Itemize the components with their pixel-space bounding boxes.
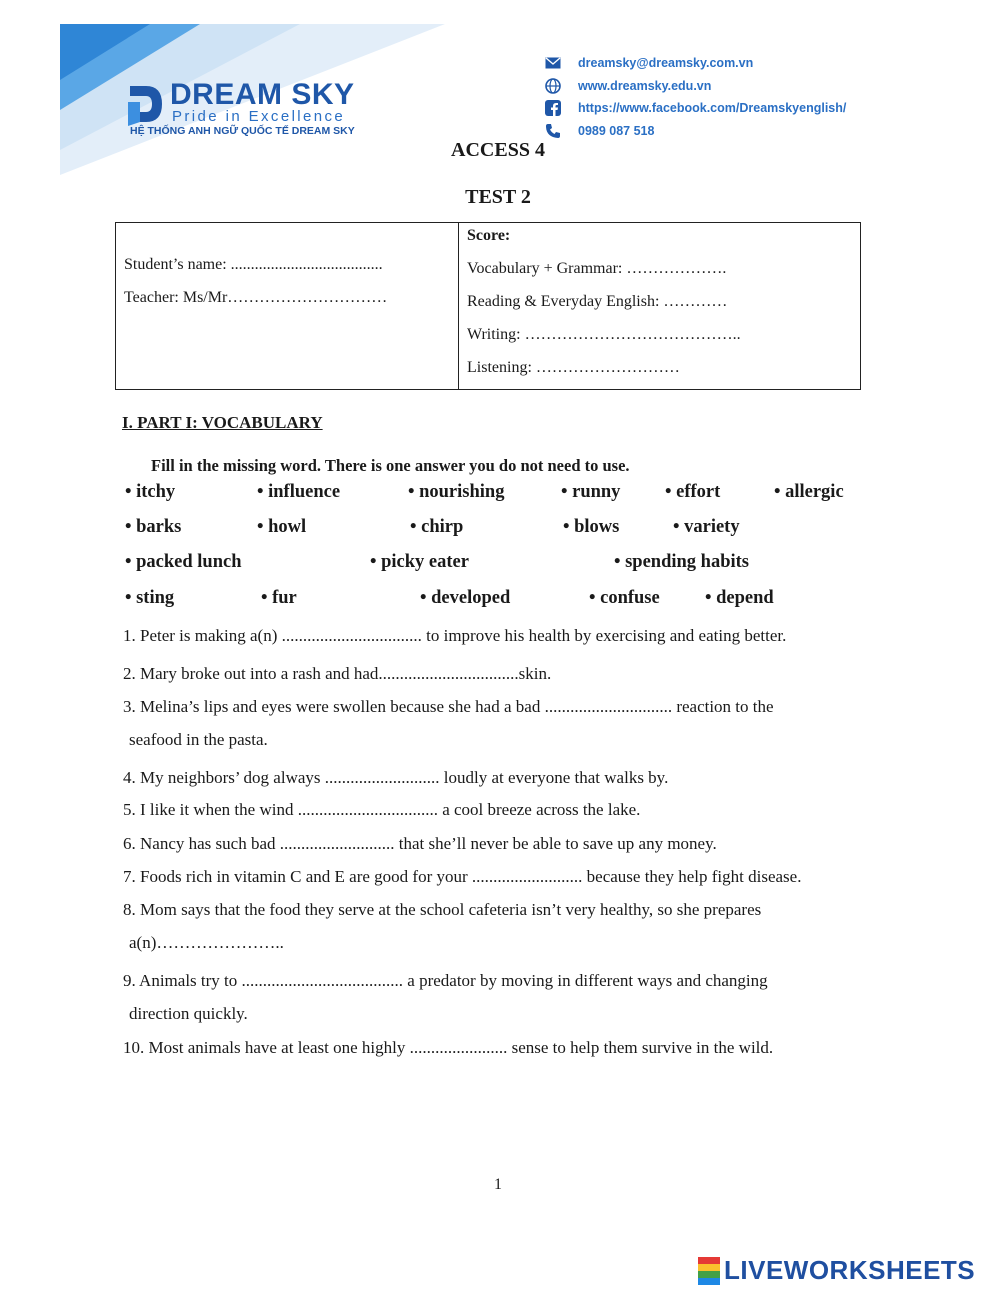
page-number: 1 — [494, 1176, 502, 1193]
question-9-continued: direction quickly. — [129, 1004, 248, 1023]
score-label: Score: — [467, 227, 511, 244]
contact-email[interactable] — [544, 52, 846, 75]
question-3[interactable]: 3. Melina’s lips and eyes were swollen because she had a bad .............................. reaction to the — [123, 697, 774, 716]
question-7[interactable]: 7. Foods rich in vitamin C and E are good for your .......................... because they help fight disease. — [123, 867, 802, 886]
word-bank-item: • barks — [125, 517, 182, 537]
question-3-continued: seafood in the pasta. — [129, 730, 268, 749]
contact-website-text: www.dreamsky.edu.vn — [578, 78, 712, 93]
word-bank-item: • allergic — [774, 482, 844, 502]
word-bank-item: • packed lunch — [125, 552, 242, 572]
student-info-cell — [116, 223, 459, 389]
word-bank-item: • itchy — [125, 482, 176, 502]
globe-icon — [544, 77, 562, 95]
word-bank-item: • spending habits — [614, 552, 750, 572]
page-title: ACCESS 4 — [451, 139, 545, 161]
word-bank-item: • developed — [420, 588, 511, 608]
dream-sky-logo-icon — [128, 82, 164, 126]
brand-tagline: Pride in Excellence — [172, 108, 346, 125]
score-listening[interactable]: Listening: ……………………… — [467, 359, 680, 376]
liveworksheets-text: LIVEWORKSHEETS — [724, 1255, 976, 1285]
phone-icon — [544, 122, 562, 140]
word-bank-item: • chirp — [410, 517, 464, 537]
word-bank-item: • runny — [561, 482, 621, 502]
score-vocab-grammar[interactable]: Vocabulary + Grammar: ………………. — [467, 260, 727, 277]
contact-facebook-text: https://www.facebook.com/Dreamskyenglish/ — [578, 101, 847, 116]
score-reading[interactable]: Reading & Everyday English: ………… — [467, 293, 728, 310]
contact-facebook[interactable] — [544, 97, 846, 120]
word-bank-item: • influence — [257, 482, 341, 502]
word-bank-item: • variety — [673, 517, 740, 537]
question-9[interactable]: 9. Animals try to ...................................... a predator by moving in different ways and changing — [123, 971, 768, 990]
mail-icon — [544, 54, 562, 72]
score-writing[interactable]: Writing: ………………………………….. — [467, 326, 741, 343]
instruction: Fill in the missing word. There is one answer you do not need to use. — [151, 456, 630, 475]
score-cell — [459, 223, 860, 389]
brand-name: DREAM SKY — [170, 78, 355, 111]
word-bank-item: • blows — [563, 517, 620, 537]
question-1[interactable]: 1. Peter is making a(n) ................................. to improve his health by exercising and eating better. — [123, 626, 787, 645]
question-8-blank[interactable]: a(n)………………….. — [129, 933, 284, 952]
page-subtitle: TEST 2 — [465, 186, 531, 208]
word-bank-item: • depend — [705, 588, 774, 608]
question-4[interactable]: 4. My neighbors’ dog always ........................... loudly at everyone that walks by. — [123, 768, 669, 787]
section-title: I. PART I: VOCABULARY — [122, 413, 323, 432]
brand-system: HỆ THỐNG ANH NGỮ QUỐC TẾ DREAM SKY — [130, 125, 355, 137]
liveworksheets-logo[interactable] — [698, 1255, 975, 1286]
word-bank-item: • fur — [261, 588, 297, 608]
question-10[interactable]: 10. Most animals have at least one highly ....................... sense to help them survive in the wild. — [123, 1038, 774, 1057]
facebook-icon — [544, 99, 562, 117]
word-bank-item: • nourishing — [408, 482, 505, 502]
word-bank-item: • effort — [665, 482, 721, 502]
word-bank-item: • howl — [257, 517, 307, 537]
question-6[interactable]: 6. Nancy has such bad ........................... that she’ll never be able to save up any money. — [123, 834, 717, 853]
question-2[interactable]: 2. Mary broke out into a rash and had.................................skin. — [123, 664, 552, 683]
contact-website[interactable] — [544, 75, 846, 98]
word-bank-item: • confuse — [589, 588, 660, 608]
contact-email-text: dreamsky@dreamsky.com.vn — [578, 56, 754, 71]
student-info-table — [115, 222, 861, 390]
teacher-field[interactable]: Teacher: Ms/Mr………………………… — [124, 289, 388, 306]
question-8: 8. Mom says that the food they serve at the school cafeteria isn’t very healthy, so she prepares — [123, 900, 762, 919]
contact-list — [544, 52, 846, 142]
question-5[interactable]: 5. I like it when the wind ................................. a cool breeze across the lake. — [123, 800, 641, 819]
live-badge-icon — [698, 1257, 720, 1285]
word-bank-item: • picky eater — [370, 552, 469, 572]
contact-phone-text: 0989 087 518 — [578, 123, 655, 138]
student-name-field[interactable]: Student’s name: ...................................... — [124, 256, 383, 273]
word-bank-item: • sting — [125, 588, 175, 608]
